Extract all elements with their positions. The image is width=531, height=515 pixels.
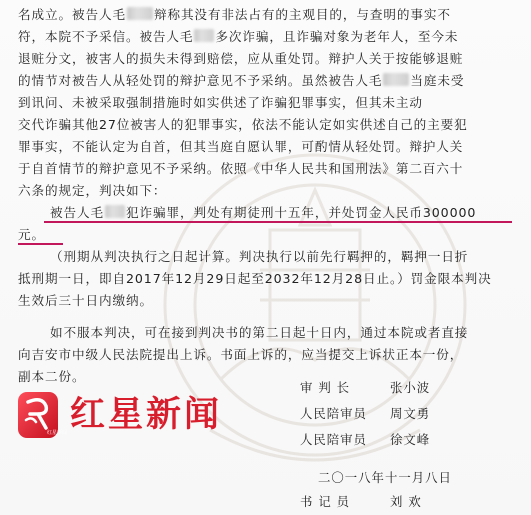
signature-role: 审 判 长: [300, 380, 351, 395]
signature-role: 人民陪审员: [300, 432, 367, 447]
redacted-name: [194, 29, 214, 42]
text-line: 交代诈骗其他27位被害人的犯罪事实，依法不能认定如实供述自己的主要犯: [18, 117, 468, 132]
appeal-line: 如不服本判决，可在接到判决书的第二日起十日内，通过本院或者直接: [50, 325, 469, 340]
text-line: 罪事实，不能认定为自首，但其当庭自愿认罪，可酌情从轻处罚。辩护人关: [18, 139, 464, 154]
red-star-news-logo: [16, 390, 256, 442]
sentence-part: 犯诈骗罪，判处有期徒刑十五年，并处罚金人民币300000: [125, 205, 477, 220]
redacted-name: [127, 7, 153, 20]
redacted-name: [383, 73, 409, 86]
signature-clerk: [300, 492, 422, 510]
text-fragment: 名成立。被告人毛: [18, 7, 126, 22]
text-fragment: 符，本院不予采信。被告人毛: [18, 29, 194, 44]
highlight-underline: [18, 243, 63, 245]
logo-text: 红星新闻: [70, 395, 223, 435]
sentence-end: 元。: [18, 227, 45, 242]
text-line: 退赃分文，被害人的损失未得到赔偿，应从重处罚。辩护人关于按能够退赃: [18, 51, 464, 66]
text-line: [18, 70, 518, 92]
text-line: [18, 26, 518, 48]
signature-name: 徐文峰: [390, 432, 431, 447]
text-line: 于自首情节的辩护意见不予采纳。依照《中华人民共和国刑法》第二百六十: [18, 161, 464, 176]
judgment-text: [18, 4, 518, 388]
highlight-underline: [44, 221, 512, 223]
text-fragment: 的情节对被告人从轻处罚的辩护意见不予采纳。虽然被告人毛: [18, 73, 383, 88]
text-fragment: 多次诈骗，且诈骗对象为老年人，至今未: [215, 29, 459, 44]
note-line: （刑期从判决执行之日起计算。判决执行以前先行羁押的，羁押一日折: [50, 249, 469, 264]
signature-role: 书 记 员: [300, 494, 351, 509]
text-line: [18, 4, 518, 26]
note-line: 抵刑期一日，即自2017年12月29日起至2032年12月28日止。）罚金限本判决: [18, 271, 492, 286]
signature-juror-1: [300, 404, 430, 422]
signature-name: 周文勇: [390, 406, 431, 421]
text-line: 六条的规定，判决如下：: [18, 183, 167, 198]
appeal-line: 向吉安市中级人民法院提出上诉。书面上诉的，应当提交上诉状正本一份，: [18, 347, 464, 362]
signature-name: 张小波: [390, 380, 431, 395]
redacted-name: [105, 205, 125, 218]
judgment-date: 二〇一八年十一月八日: [318, 470, 452, 485]
text-fragment: 辩称其没有非法占有的主观目的，与查明的事实不: [153, 7, 451, 22]
signature-role: 人民陪审员: [300, 406, 367, 421]
red-star-logo-icon: [16, 390, 68, 440]
signature-presiding-judge: [300, 378, 430, 396]
logo-mark-caption: 红星新闻: [47, 430, 68, 436]
appeal-line: 副本二份。: [18, 369, 86, 384]
signature-name: 刘 欢: [390, 494, 422, 509]
text-line: 到讯问、未被采取强制措施时如实供述了诈骗犯罪事实，但其未主动: [18, 95, 423, 110]
sentence-part: 被告人毛: [50, 205, 104, 220]
note-line: 生效后三十日内缴纳。: [18, 293, 153, 308]
signature-juror-2: [300, 430, 430, 448]
text-fragment: 当庭未受: [410, 73, 465, 88]
